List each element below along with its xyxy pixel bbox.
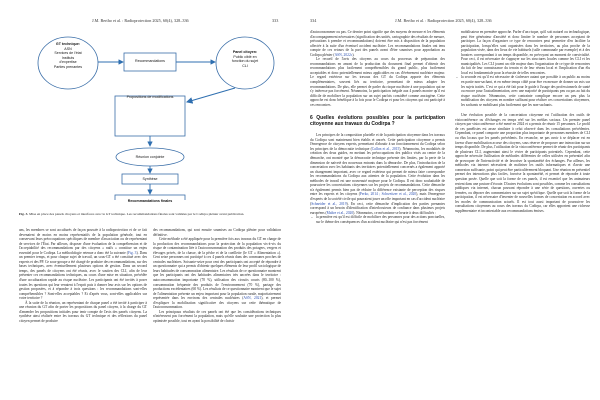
propositions-node xyxy=(115,96,185,136)
synthese-label: Synthèse xyxy=(142,177,158,181)
citation-link[interactable]: ASN, 2021 xyxy=(243,296,262,301)
right-page-column-2 xyxy=(455,30,590,213)
difficulty-list xyxy=(310,215,445,224)
paragraph: Le recueil de l'avis des citoyens au cours du processus de préparation des recommandations en amont de la production du document final permet d'obtenir des recommandations plus facilement compréhensibles du grand public, plus facilement acceptables et donc potentiellement mieux applicables en cas d'événement nucléaire majeur. Le regard extérieur sur les travaux des GT du Codirpa apporte des éléments complémentaires, souvent liés au territoire, permettant de mieux adapter les recommandations. De plus, elle permet de parler du risque nucléaire à une population qui ne s'y intéresse pas forcément. Néanmoins, la participation inégale aux 4 panels montre qu'il est difficile de mobiliser la population sur un sujet parfois considéré comme anxiogène. Cette approche est donc bénéfique à la fois pour le Codirpa et pour les citoyens qui ont participé à ces rencontres. xyxy=(310,57,445,107)
gt-line: Services de l'état xyxy=(54,51,82,56)
citation-link[interactable]: Perko, 2014 ; Schweitzer et al., 2020 xyxy=(359,192,417,197)
text: Les principes de la composition plurielle et de la participation citoyenne dans les travaux du Codirpa sont maintenant bien établis et ancrés. Cette participation citoyenne a permis l'émergence de citoyens experts, permettant d'aboutir à un fonctionnement du Codirpa selon les principes de la démocratie technique ( xyxy=(310,133,445,151)
running-head: J.M. Bertho et al. : Radioprotection 2025, 60(4), 328–336 xyxy=(92,18,189,23)
gt-line: Instituts xyxy=(61,55,75,60)
running-head: J.M. Bertho et al. : Radioprotection 2025, 60(4), 328–336 xyxy=(395,18,492,23)
reunion-label: Réunion conjointe xyxy=(135,155,165,159)
right-page-column-1 xyxy=(310,30,445,224)
text: ans, les membres se sont acculturés de façon poussée à la radioprotection et de ce fait devenaient de moins en moins représentatifs de la population générale, tout en conservant leurs préoccupations spécifiques de membre d'association ou de représentant de services de l'État. Par ailleurs, disposer d'une évaluation de la compréhension et de l'acceptabilité des recommandations par des citoyens « naïfs » constitue un enjeu essentiel pour le Codirpa. La méthodologie retenue a donc été la suivante ( xyxy=(19,228,147,255)
caption-label: Fig. 3. xyxy=(19,212,29,216)
panel-citoyen-label xyxy=(217,50,273,68)
paragraph: Cette méthode a été appliquée pour la première fois aux travaux du GT en charge de la production des recommandations pour la protection de la population vis-à-vis du risque de contamination liée à l'autoconsommation des produits des potagers, vergers et élevages privés, de la chasse, de la pêche et de la cueillette (le GT « Alimentation »). Cent seize personnes ont participé à ces 4 panels réunis dans des communes proches de centrales nucléaires. Soixante-seize pour cent des participants ont accepté de répondre à un questionnaire qui a permis d'obtenir quelques éléments de leur profil sociologique de leurs habitudes de consommation alimentaire. Les résultats de ce questionnaire montrent que les participants ont des habitudes alimentaires très ancrées dans le territoire : autoconsommation importante (70 %), utilisation des circuits courts (80–100 %), consommation fréquente des produits de l'environnement (70 %), partage des productions excédentaires (60 %). Les résultats de ce questionnaire montrent que le sujet de l'alimentation présente un enjeu important pour la population rurale, majoritairement représentée dans les environs des centrales nucléaires (ASN, 2021), et permet d'expliquer la mobilisation significative des citoyens sur cette thématique de l'autoconsommation. xyxy=(153,237,281,310)
figure-link[interactable]: Fig. 3 xyxy=(127,250,137,255)
gt-technique-label xyxy=(38,42,98,70)
list-item: – la seconde est qu'il est nécessaire de s'adresser autant que possible à un public au moins en partie non-sachant, et en même temps ciblé pour être en mesure de donner un avis sur les sujets traités. C'est ce qui a été fait pour le guide à l'usage des professionnels de santé ou encore pour l'autoalimentation, avec une majorité de participants peu ou pas au fait du risque nucléaire. Néanmoins, cette contrainte complique encore un peu plus la mobilisation des citoyens en nombre suffisant pour réaliser ces concertations citoyennes, les sachants se mobilisant plus facilement que les non-sachants. xyxy=(461,75,590,107)
panel-citoyen-title: Panel citoyen: xyxy=(232,50,258,54)
paragraph: des recommandations, qui sont ensuite soumises au Codirpa plénier pour validation définitive. xyxy=(153,228,281,237)
citation-link[interactable]: Schneider et al., 2019 xyxy=(311,201,347,206)
section-heading: 6 Quelles évolutions possibles pour la participation citoyenne aux travaux du Codirpa ? xyxy=(310,115,445,128)
list-item: – la première est qu'il est difficile de mobiliser des personnes pour des actions ponctuelles, sur le thème des conséquences d'un accident nucléaire qui n'est pas forcément xyxy=(316,215,445,224)
text: ), mais l'émergence d'experts de la société civile qui pourraient jouer un rôle important en cas d'accident nucléaire ( xyxy=(310,192,445,206)
left-page-column-1 xyxy=(19,228,147,323)
panel-line: Public ciblé en xyxy=(233,54,257,59)
page-number: 334 xyxy=(310,18,317,23)
figure-3-flowchart xyxy=(30,30,290,203)
text: d'autoconsommer ou pas. Ce dernier point signifie que des moyens de mesure et les éléments d'accompagnement nécessaires (signification des unités, cartographie des résultats de mesure, précautions à prendre et recommandations) doivent être mis à disposition de la population affectée à la suite d'un éventuel accident nucléaire. Les recommandations finales ont tenu compte de ces retours de la part des panels avant d'être soumises pour approbation au Codirpa plénier ( xyxy=(310,30,445,57)
text: ). Dans un premier temps, et pour chaque sujet de travail, un sous-GT a été constitué avec des experts et des PP. Ce sous-groupe a été chargé de produire des recommandations, sur des bases techniques, avec éventuellement plusieurs options de gestion. Dans un second temps, des panels de citoyens ont été réunis, avec le soutien des CLI, afin de leur présenter ces recommandations techniques, au cours d'une mise en situation, précédée d'une acculturation rapide au risque nucléaire. Les participants ont été invités à poser toutes les questions qui leur venaient à l'esprit puis à donner leur avis sur les options de gestion proposées, et à répondre à trois questions : les recommandations sont-elles compréhensibles ? Sont-elles acceptables ? Et d'après vous, sont-elles applicables sur votre territoire ? xyxy=(19,250,147,301)
text: ). xyxy=(352,52,355,57)
gt-line: ASN xyxy=(64,46,72,51)
paragraph: À la suite de la réunion, un représentant de chaque panel a été invité à participer à une réunion du GT afin de porter les propositions du panel citoyen, à la charge du GT d'amender les propositions initiales pour tenir compte de l'avis des panels citoyens. La synthèse ainsi réalisée entre les travaux du GT technique et des réflexions du panel citoyen permet de produire xyxy=(19,300,147,323)
gt-line: d'expertise xyxy=(59,60,77,65)
gt-technique-title: GT technique: xyxy=(55,42,81,46)
paragraph xyxy=(310,133,445,215)
finales-label: Recommandations finales xyxy=(127,199,173,203)
paragraph xyxy=(19,228,147,301)
paragraph: Une évolution possible de la concertation citoyenne est l'utilisation des outils de visioconférence ou d'échanges en temps réel sur les médias sociaux. Un premier panel citoyen par visioconférence a été mené en 2024 et a permis de réunir 15 personnes. Le profil de ces panélistes est assez similaire à celui observé dans les consultations précédentes. Cependant, ce panel comporte une proportion plus importante de personnes membres de CLI ou élus locaux que les panels précédents. En revanche, ne pas avoir à se déplacer est en faveur d'une mobilisation accrue des citoyens, sous réserve de proposer une interaction sur un temps disponible. De plus, l'utilisation de la visioconférence permet de réunir des participants de plusieurs CLI, augmentant ainsi le vivier de participants potentiels. Cependant, cette approche nécessite l'utilisation de méthodes différentes de celles utilisées en présentiel afin de provoquer de l'interactivité et de favoriser la spontanéité des échanges. Par ailleurs, les méthodes via internet nécessitent de maîtriser les outils informatiques et d'avoir une connexion suffisante, point qui peut être particulièrement bloquant. Une réunion en présentiel permet des interactions plus faciles, favorise la spontanéité, et permet de répondre à toute question posée. Quelle que soit la forme de ces panels, il est essentiel que les animateurs restent dans une posture d'écoute. D'autres évolutions sont possibles, comme les consultations publiques via internet, chacun pouvant répondre à une série de questions, ouvertes ou fermées, ou déposer des commentaires sur un sujet spécifique. Quelle que soit la forme de la participation, il est nécessaire d'inventer de nouvelles formes de concertation en accord avec les modes de communication actuels. Il est tout aussi important de poursuivre les consultations citoyennes au cours des travaux du Codirpa, car elles apportent une richesse supplémentaire et incontestable aux recommandations émises. xyxy=(455,113,590,213)
text: ). Néanmoins, les modalités de création des deux guides, en mettant les préoccupations des publics visés au centre de la démarche, ont montré que la démocratie technique présente des limites, par la perte de la dimension de naïveté des nouveaux entrants dans la démarche. De plus, l'introduction de la concertation avec les habitants des territoires potentiellement concernés a également apporté un changement important, avec ce regard extérieur qui permet de mieux faire correspondre les recommandations du Codirpa aux attentes de la population. Cette évolution dans les méthodes de travail est une nouveauté majeure pour le Codirpa. Il est donc souhaitable de poursuivre les concertations citoyennes sur les projets de recommandations. Cette démarche n'a également permis bien pas de réduire la différence existante de perception des risques entre les experts et les citoyens ( xyxy=(310,146,445,197)
propositions-label: Propositions de modifications xyxy=(126,95,174,99)
paragraph xyxy=(310,30,445,57)
gt-line: Parties prenantes xyxy=(53,64,83,69)
text: ). Néanmoins, ce mécanisme se heurte à deux difficultés : xyxy=(353,210,436,215)
left-page-column-2 xyxy=(153,228,281,323)
text: ). En ceci, cette démarche d'implication des parties prenantes correspond à un besoin d'identification d'interlocuteurs de confiance dans plusieurs projets européens ( xyxy=(310,201,445,215)
paragraph: Les principaux résultats de ces panels ont été que les considérations techniques n'intéressent pas forcément la population, mais qu'elle souhaite une protection la plus optimisée possible, tout en ayant la possibilité de choisir xyxy=(153,309,281,323)
page-334 xyxy=(300,0,600,400)
citation-link[interactable]: Maître et al., 2020 xyxy=(326,210,354,215)
citation-link[interactable]: ASN, 2022c xyxy=(334,52,353,57)
panel-line: CLI xyxy=(242,63,248,68)
citation-link[interactable]: Callon et al., 2015 xyxy=(371,146,400,151)
figure-caption xyxy=(19,212,281,216)
caption-text: Mise en place des panels citoyens et interfaces avec le GT technique. Les recommandations finales sont validées par le Codirpa plénier avant publication. xyxy=(29,212,245,216)
recommandations-label: Recommandations xyxy=(135,59,165,63)
paragraph: mobilisateur en première approche. Parler d'un risque, qu'il soit naturel ou technologique, peut être générateur d'anxiété et donc limiter le nombre de personnes acceptant de participer. La façon d'organiser ce type de rencontres peut permettre d'en faciliter la participation, lorsqu'elles sont organisées dans les territoires, au plus proche de la population visée, dans des lieux de vie habituels (salle communale par exemple) et à des horaires correspondant à un temps disponible, en prévoyant un moment de convivialité. Pour ceci, il est nécessaire de s'appuyer sur les structures locales comme les CLI et les municipalités. Les CLI jouent un rôle majeur dans l'organisation de ce type de rencontres du fait de leur connaissance du terrain et de leur réseau local et l'implication d'un élu local est fondamentale pour la réussite de telles rencontres. xyxy=(461,30,590,75)
page-number: 333 xyxy=(272,18,279,23)
panel-line: fonction du sujet xyxy=(231,59,259,64)
arrow-panel-to-propositions xyxy=(187,88,235,102)
difficulty-list-cont xyxy=(455,75,590,107)
